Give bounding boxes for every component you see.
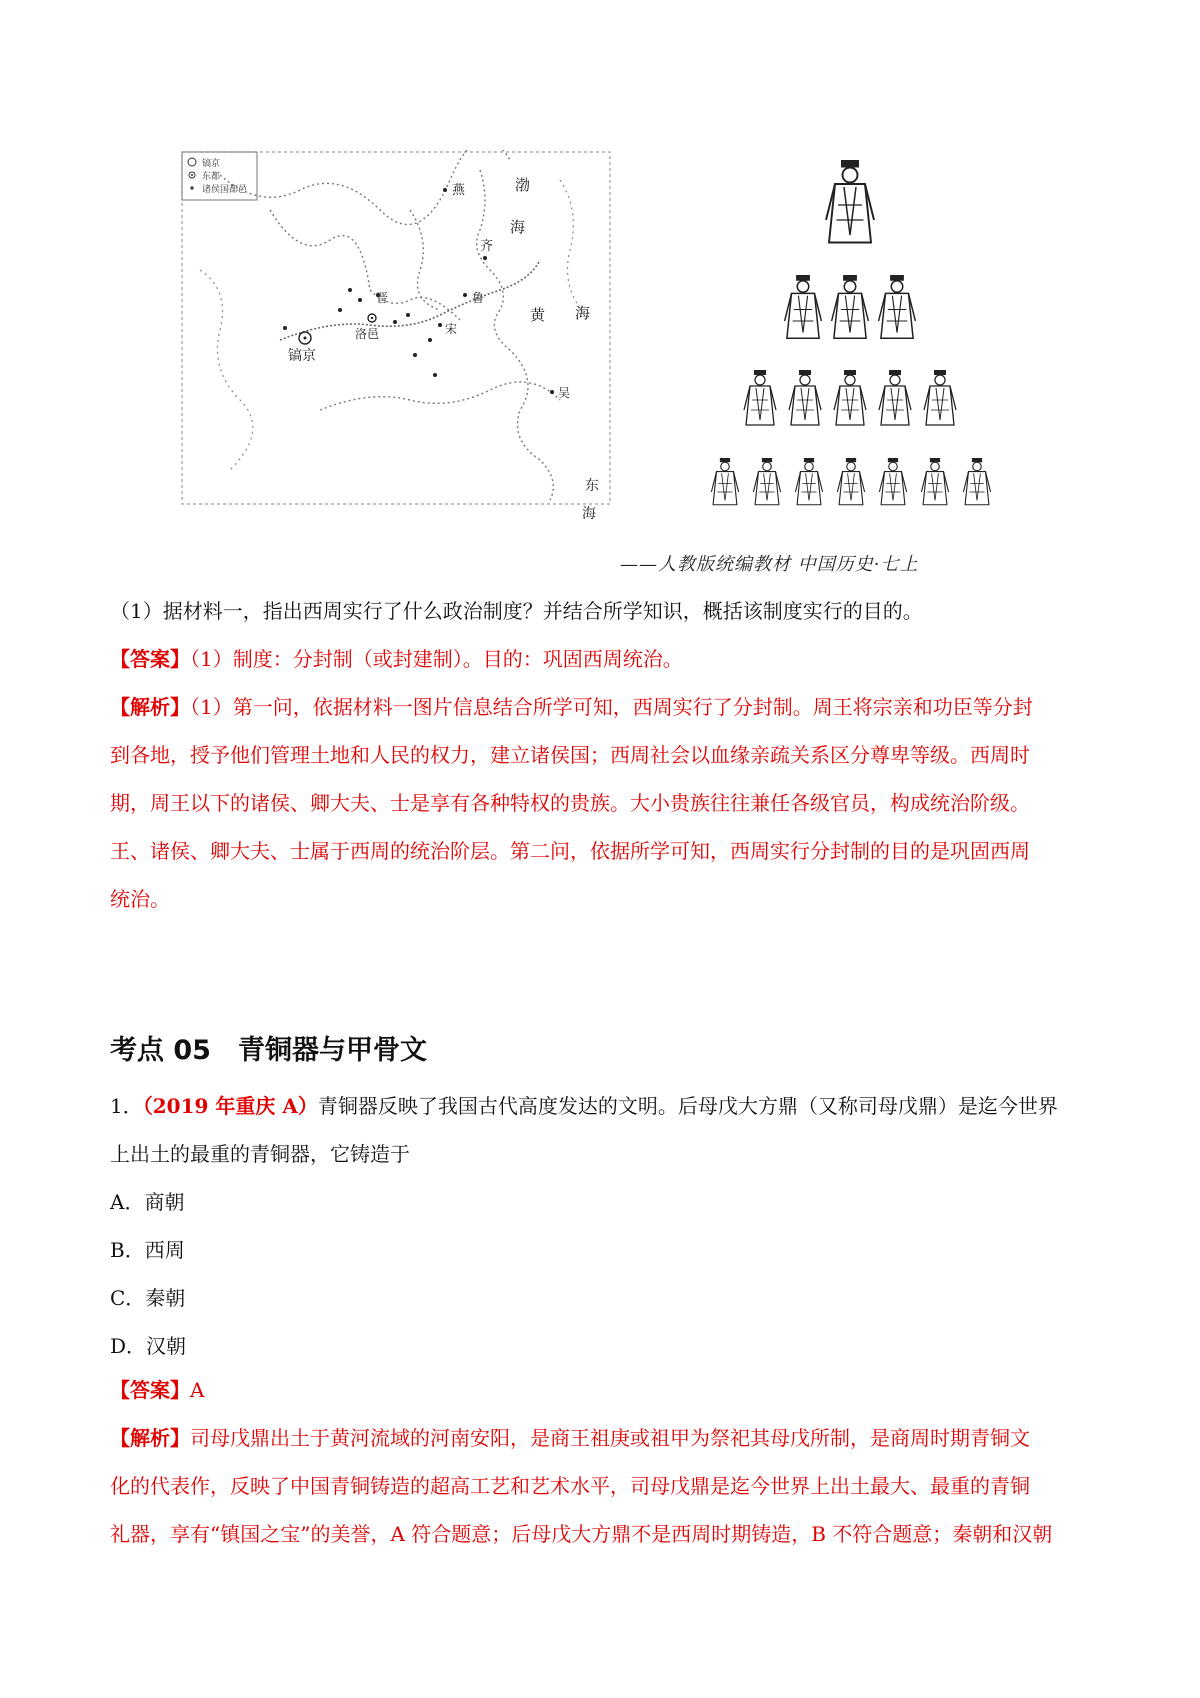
question-2-answer [110,1366,1100,1414]
legend-haojing: 镐京 [202,159,221,169]
answer-text: A [190,1378,205,1402]
section-title: 考点 05 青铜器与甲骨文 [110,1035,427,1066]
legend-zhuhou: 诸侯国都邑 [202,185,248,195]
analysis-line: 统治。 [110,887,170,911]
map-label-song: 宋 [445,322,458,336]
question-stem-line-2: 上出土的最重的青铜器，它铸造于 [110,1142,410,1166]
map-label-donghai-2: 海 [582,506,596,522]
option-c: C．秦朝 [110,1286,186,1310]
analysis-line: 礼器，享有“镇国之宝”的美誉，A 符合题意；后母戊大方鼎不是西周时期铸造，B 不符合题意；秦朝和汉朝 [110,1522,1053,1546]
map-label-jin: 晋 [376,291,389,305]
analysis-tag: 【解析】 [110,695,190,719]
question-source: （2019 年重庆 A） [142,1094,318,1118]
map-label-luoyi: 洛邑 [355,327,380,341]
analysis-line: 到各地，授予他们管理土地和人民的权力，建立诸侯国；西周社会以血缘亲疏关系区分尊卑等级。西周时 [110,743,1030,767]
answer-text: （1）制度：分封制（或封建制）。目的：巩固西周统治。 [190,647,683,671]
map-label-bohai-2: 海 [510,218,526,236]
question-stem-line-1: 青铜器反映了我国古代高度发达的文明。后母戊大方鼎（又称司母戊鼎）是迄今世界 [317,1094,1058,1118]
answer-tag: 【答案】 [110,1378,190,1402]
question-1-text: （1）据材料一，指出西周实行了什么政治制度？并结合所学知识，概括该制度实行的目的。 [110,599,923,623]
option-d: D．汉朝 [110,1334,187,1358]
map-label-donghai-1: 东 [585,478,599,494]
option-a: A．商朝 [110,1190,185,1214]
question-number: 1． [110,1094,143,1118]
question-stem [110,1082,1100,1178]
map-label-wu: 吴 [558,386,571,400]
legend-dongdu: 东都 [202,172,221,182]
analysis-line: 王、诸侯、卿大夫、士属于西周的统治阶层。第二问，依据所学可知，西周实行分封制的目的是巩固西周 [110,839,1030,863]
question-2-analysis: 【解析】司母戊鼎出土于黄河流域的河南安阳，是商王祖庚或祖甲为祭祀其母戊所制，是商周时期青铜文 化的代表作，反映了中国青铜铸造的超高工艺和艺术水平，司母戊鼎是迄今世界上出土最大、最重的青铜 礼器，享有“镇国之宝”的美誉，A 符合题意；后母戊大方鼎不是西周时期铸造，B 不符合题意；秦朝和汉朝 [110,1414,1100,1558]
question-1-analysis [110,683,1100,923]
option-b: B．西周 [110,1238,185,1262]
answer-tag: 【答案】 [110,647,190,671]
map-label-haojing: 镐京 [288,348,316,364]
figure-material-one [180,150,1040,575]
feudal-hierarchy-pyramid [685,160,1015,570]
analysis-line: 【解析】（1）第一问，依据材料一图片信息结合所学可知，西周实行了分封制。周王将宗亲和功臣等分封 [110,695,1033,719]
map-label-yan: 燕 [452,183,466,198]
map-label-lu: 鲁 [472,291,485,305]
question-1-answer [110,635,1100,683]
analysis-line: 期，周王以下的诸侯、卿大夫、士是享有各种特权的贵族。大小贵族往往兼任各级官员，构成统治阶级。 [110,791,1030,815]
analysis-tag: 【解析】 [110,1426,190,1450]
figure-caption: ——人教版统编教材 中国历史·七上 [620,554,919,575]
king-figure [826,160,874,243]
western-zhou-map [180,150,650,540]
map-label-qi: 齐 [480,239,494,254]
map-label-huang-1: 黄 [530,306,546,324]
map-label-bohai-1: 渤 [515,176,531,194]
analysis-line: 化的代表作，反映了中国青铜铸造的超高工艺和艺术水平，司母戊鼎是迄今世界上出土最大、最重的青铜 [110,1474,1030,1498]
map-label-huang-2: 海 [575,304,591,322]
